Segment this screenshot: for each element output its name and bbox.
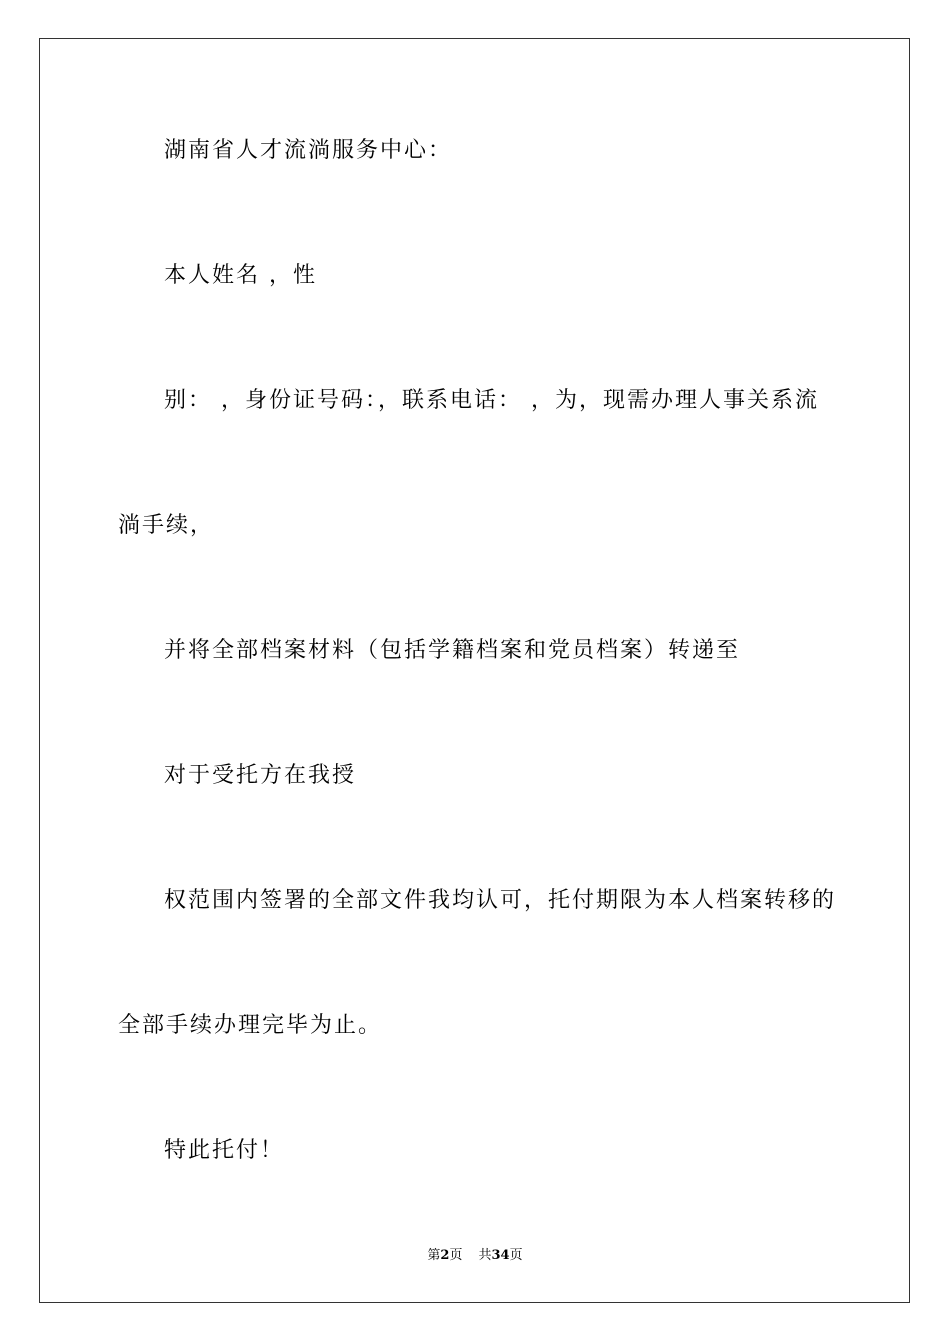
authorization-line: 对于受托方在我授 (164, 763, 357, 788)
details-line-continued: 淌手续， (118, 513, 215, 538)
total-prefix: 共 (478, 1248, 492, 1263)
page-number: 2 (440, 1248, 450, 1263)
page-footer (0, 1247, 950, 1265)
details-line: 别： ，身份证号码：，联系电话： ，为，现需办理人事关系流 (164, 388, 819, 413)
total-suffix: 页 (509, 1248, 523, 1263)
page-prefix: 第 (427, 1248, 441, 1263)
scope-line-continued: 全部手续办理完毕为止。 (118, 1013, 383, 1038)
addressee-line: 湖南省人才流淌服务中心： (164, 138, 453, 163)
closing-line: 特此托付！ (164, 1138, 285, 1163)
transfer-line: 并将全部档案材料（包括学籍档案和党员档案）转递至 (164, 638, 741, 663)
page-border (39, 38, 910, 1303)
scope-line: 权范围内签署的全部文件我均认可，托付期限为本人档案转移的 (164, 888, 837, 913)
name-line: 本人姓名 ，性 (164, 263, 317, 288)
total-pages: 34 (491, 1248, 510, 1263)
page-suffix: 页 (449, 1248, 463, 1263)
